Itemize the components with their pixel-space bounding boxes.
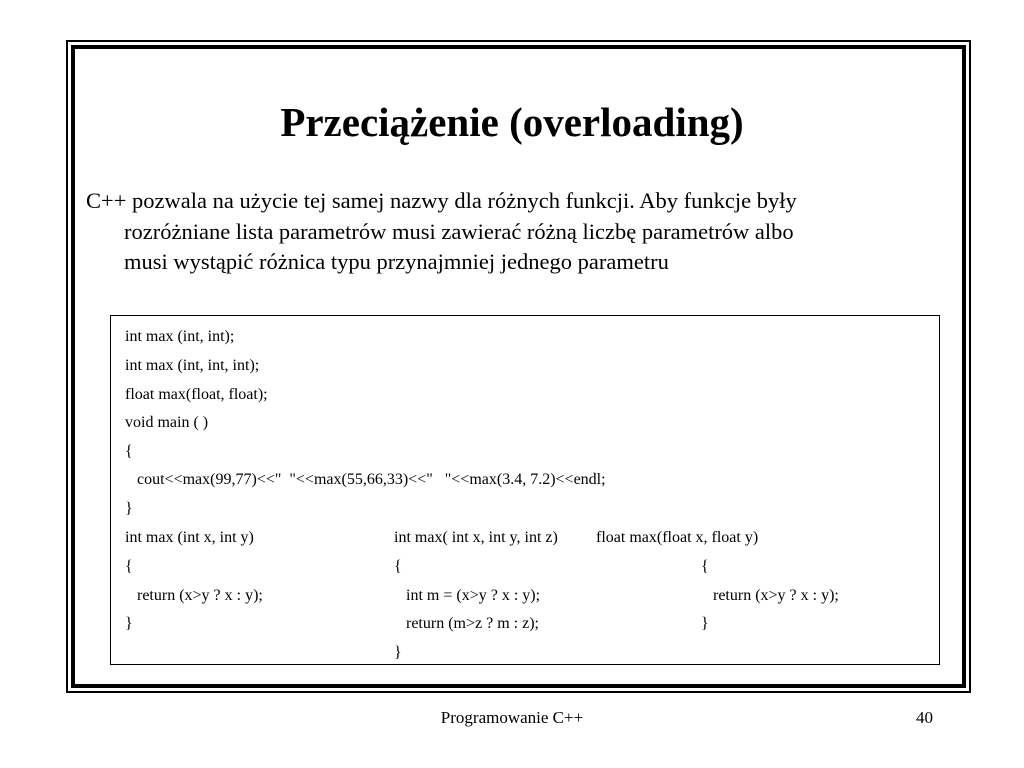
code-line: int max( int x, int y, int z) <box>394 529 558 546</box>
footer-course-title: Programowanie C++ <box>440 708 584 727</box>
code-line: } <box>394 644 402 661</box>
slide-title: Przeciążenie (overloading) <box>280 99 744 145</box>
code-line: void main ( ) <box>125 414 209 431</box>
code-line: { <box>125 558 133 575</box>
code-line: { <box>125 443 133 460</box>
code-line: { <box>394 558 402 575</box>
page-number: 40 <box>916 708 933 727</box>
intro-paragraph <box>86 186 916 278</box>
code-line: return (m>z ? m : z); <box>394 615 539 632</box>
code-line: } <box>125 500 133 517</box>
intro-line: musi wystąpić różnica typu przynajmniej jednego parametru <box>124 249 669 274</box>
code-line: float max(float, float); <box>125 386 268 403</box>
intro-line: C++ pozwala na użycie tej samej nazwy dla różnych funkcji. Aby funkcje były <box>86 188 797 213</box>
code-line: } <box>125 615 133 632</box>
intro-line: rozróżniane lista parametrów musi zawierać różną liczbę parametrów albo <box>124 218 794 244</box>
code-line: } <box>701 615 709 632</box>
code-line: cout<<max(99,77)<<" "<<max(55,66,33)<<" "<<max(3.4, 7.2)<<endl; <box>125 471 606 488</box>
code-line: return (x>y ? x : y); <box>701 587 839 604</box>
code-line: int max (int x, int y) <box>125 529 254 546</box>
code-line: float max(float x, float y) <box>596 529 759 546</box>
code-line: int max (int, int, int); <box>125 357 260 374</box>
code-line: int m = (x>y ? x : y); <box>394 587 541 604</box>
code-line: int max (int, int); <box>125 328 235 345</box>
code-line: { <box>701 558 709 575</box>
code-line: return (x>y ? x : y); <box>125 587 263 604</box>
